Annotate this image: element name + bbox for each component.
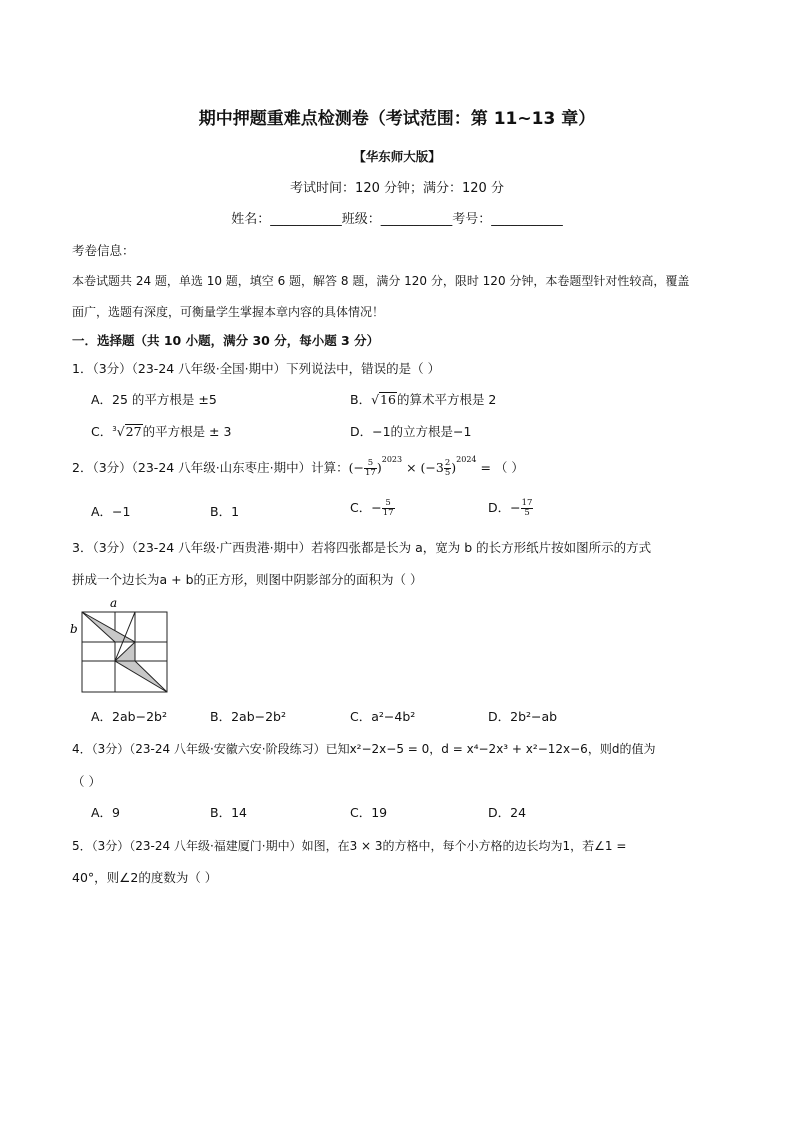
sqrt-symbol: √ — [371, 392, 380, 407]
q1-option-c — [91, 422, 231, 440]
question-3-line-1: 3．（3分）（23-24 八年级·广西贵港·期中）若将四张都是长为 a，宽为 b 的长方形纸片按如图所示的方式 — [72, 540, 652, 555]
q3-option-a: A．2ab−2b² — [91, 709, 167, 724]
q2-option-d: D．− $\frac{17}{5}$ — [488, 498, 533, 518]
shaded-triangle-1 — [82, 612, 135, 642]
info-line-1: 本卷试题共 24 题，单选 10 题，填空 6 题，解答 8 题，满分 120 分，限时 120 分钟，本卷题型针对性较高，覆盖 — [72, 274, 690, 288]
q2-fraction-1: $\frac{5}{17}$ — [365, 458, 376, 478]
shaded-triangle-3 — [115, 642, 135, 661]
q2-stem-suffix: = （ ） — [480, 460, 524, 475]
q3-option-b: B．2ab−2b² — [210, 709, 286, 724]
q1-c-text: 的平方根是 ± 3 — [142, 424, 232, 439]
q2-exponent-2: 2024 — [456, 454, 477, 464]
q1-b-text: 的算术平方根是 2 — [396, 392, 497, 407]
q3-figure — [68, 594, 178, 698]
q2-exponent-1: 2023 — [381, 454, 403, 464]
q1-c-radicand: 27 — [125, 424, 142, 439]
q2-fraction-2: $\frac{2}{5}$ — [444, 458, 451, 478]
info-heading: 考卷信息： — [72, 243, 135, 258]
section-heading: 一．选择题（共 10 小题，满分 30 分，每小题 3 分） — [72, 333, 380, 348]
q2-stem-text: 2．（3分）（23-24 八年级·山东枣庄·期中）计算： — [72, 460, 349, 475]
question-3-line-2: 拼成一个边长为a + b的正方形，则图中阴影部分的面积为（ ） — [72, 572, 423, 587]
q4-option-c: C．19 — [350, 805, 388, 820]
info-line-2: 面广，选题有深度，可衡量学生掌握本章内容的具体情况！ — [72, 305, 385, 319]
student-fields: 姓名：___________班级：___________考号：___________ — [231, 212, 563, 227]
question-5-line-1: 5．（3分）（23-24 八年级·福建厦门·期中）如图，在3 × 3的方格中，每个小方格的边长均为1，若∠1 = — [72, 839, 627, 853]
q1-option-a: A．25 的平方根是 ±5 — [91, 392, 217, 407]
sqrt-symbol: √ — [116, 424, 125, 439]
edition-label: 【华东师大版】 — [353, 149, 441, 164]
q1-b-radicand: 16 — [380, 392, 396, 407]
q4-option-a: A．9 — [91, 805, 121, 820]
q1-option-b — [350, 390, 496, 408]
question-5-line-2: 40°，则∠2的度数为（ ） — [72, 870, 218, 885]
q2-d-fraction: $\frac{17}{5}$ — [521, 498, 533, 518]
q3-option-d: D．2b²−ab — [488, 709, 558, 724]
question-1-stem: 1．（3分）（23-24 八年级·全国·期中）下列说法中，错误的是（ ） — [72, 361, 441, 376]
fig-label-a: a — [110, 596, 118, 610]
question-2-stem: 2．（3分）（23-24 八年级·山东枣庄·期中）计算：(− $\frac{5}{17}$ )$^{2023}$ × (−3 $\frac{2}{5}$ )$^{2024}$ = （ ） — [72, 454, 524, 478]
q2-option-b: B．1 — [210, 504, 240, 519]
q1-b-label: B． — [350, 392, 372, 407]
q3-option-c: C．a²−4b² — [350, 709, 416, 724]
page-title: 期中押题重难点检测卷（考试范围：第 11~13 章） — [198, 109, 596, 129]
question-4-line-2: （ ） — [72, 774, 101, 789]
q1-option-d: D．−1的立方根是−1 — [350, 424, 472, 439]
q2-option-c: C．− $\frac{5}{17}$ — [350, 498, 394, 518]
question-4-line-1: 4．（3分）（23-24 八年级·安徽六安·阶段练习）已知x²−2x−5 = 0，d = x⁴−2x³ + x²−12x−6，则d的值为 — [72, 742, 656, 756]
shaded-triangle-2 — [115, 661, 167, 692]
root-index: 3 — [112, 424, 117, 433]
fig-label-b: b — [70, 622, 78, 636]
q2-option-a: A．−1 — [91, 504, 131, 519]
q1-c-label: C． — [91, 424, 113, 439]
q2-c-fraction: $\frac{5}{17}$ — [382, 498, 394, 518]
exam-time: 考试时间：120 分钟；满分：120 分 — [290, 181, 504, 196]
q4-option-b: B．14 — [210, 805, 247, 820]
q4-option-d: D．24 — [488, 805, 527, 820]
